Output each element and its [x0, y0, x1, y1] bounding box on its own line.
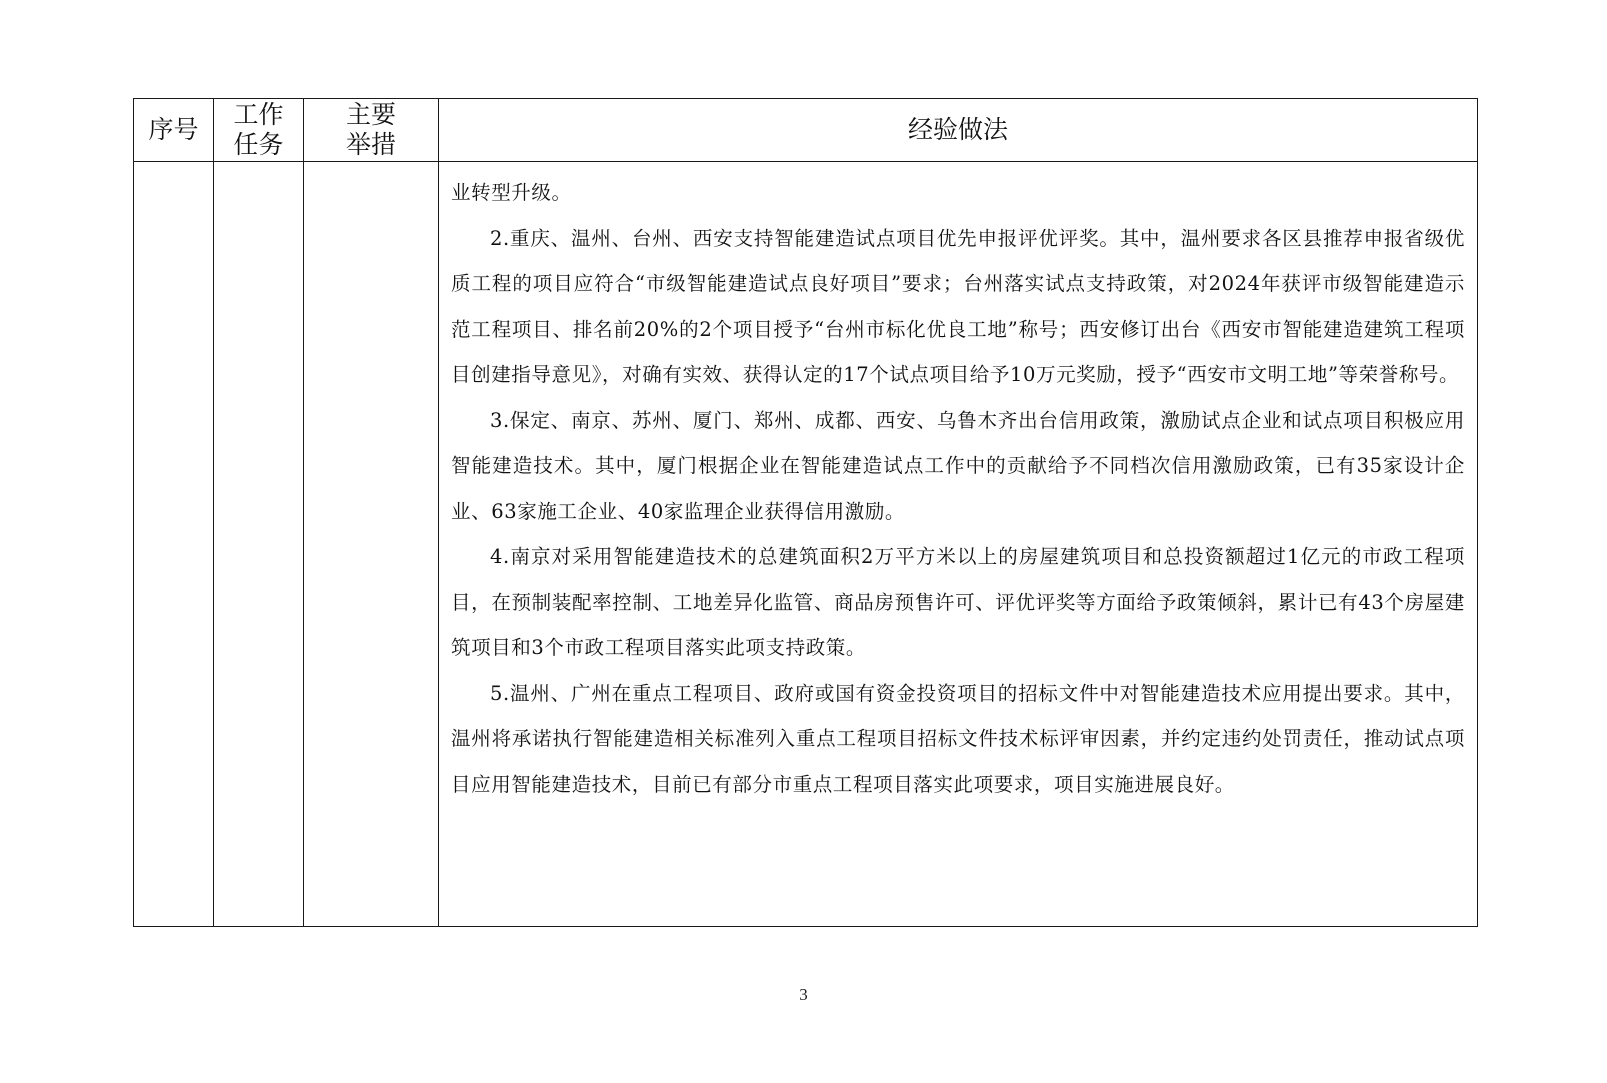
experience-table	[133, 98, 1478, 927]
header-experience-label: 经验做法	[907, 115, 1008, 144]
header-task-line1: 工作	[233, 100, 284, 129]
header-measure-line1: 主要	[345, 100, 396, 129]
cell-task	[214, 162, 304, 927]
cell-seq	[134, 162, 214, 927]
header-measure	[304, 99, 439, 162]
table-header-row	[134, 99, 1478, 162]
cell-experience	[439, 162, 1478, 927]
header-experience	[439, 99, 1478, 162]
header-measure-line2: 举措	[345, 130, 396, 159]
paragraph-item-5: 5.温州、广州在重点工程项目、政府或国有资金投资项目的招标文件中对智能建造技术应用提出要求。其中，温州将承诺执行智能建造相关标准列入重点工程项目招标文件技术标评审因素，并约定违约处罚责任，推动试点项目应用智能建造技术，目前已有部分市重点工程项目落实此项要求，项目实施进展良好。	[451, 681, 1465, 796]
paragraph-item-2: 2.重庆、温州、台州、西安支持智能建造试点项目优先申报评优评奖。其中，温州要求各区县推荐申报省级优质工程的项目应符合“市级智能建造试点良好项目”要求；台州落实试点支持政策，对2024年获评市级智能建造示范工程项目、排名前20%的2个项目授予“台州市标化优良工地”称号；西安修订出台《西安市智能建造建筑工程项目创建指导意见》，对确有实效、获得认定的17个试点项目给予10万元奖励，授予“西安市文明工地”等荣誉称号。	[451, 226, 1465, 386]
cell-measure	[304, 162, 439, 927]
page-number: 3	[799, 985, 808, 1004]
header-seq-label: 序号	[148, 115, 199, 144]
header-task	[214, 99, 304, 162]
header-task-line2: 任务	[233, 130, 284, 159]
paragraph-continuation: 业转型升级。	[451, 181, 572, 204]
paragraph-item-4: 4.南京对采用智能建造技术的总建筑面积2万平方米以上的房屋建筑项目和总投资额超过1亿元的市政工程项目，在预制装配率控制、工地差异化监管、商品房预售许可、评优评奖等方面给予政策倾斜，累计已有43个房屋建筑项目和3个市政工程项目落实此项支持政策。	[451, 545, 1465, 659]
header-seq	[134, 99, 214, 162]
table-row	[134, 162, 1478, 927]
paragraph-item-3: 3.保定、南京、苏州、厦门、郑州、成都、西安、乌鲁木齐出台信用政策，激励试点企业和试点项目积极应用智能建造技术。其中，厦门根据企业在智能建造试点工作中的贡献给予不同档次信用激励政策，已有35家设计企业、63家施工企业、40家监理企业获得信用激励。	[451, 408, 1465, 523]
